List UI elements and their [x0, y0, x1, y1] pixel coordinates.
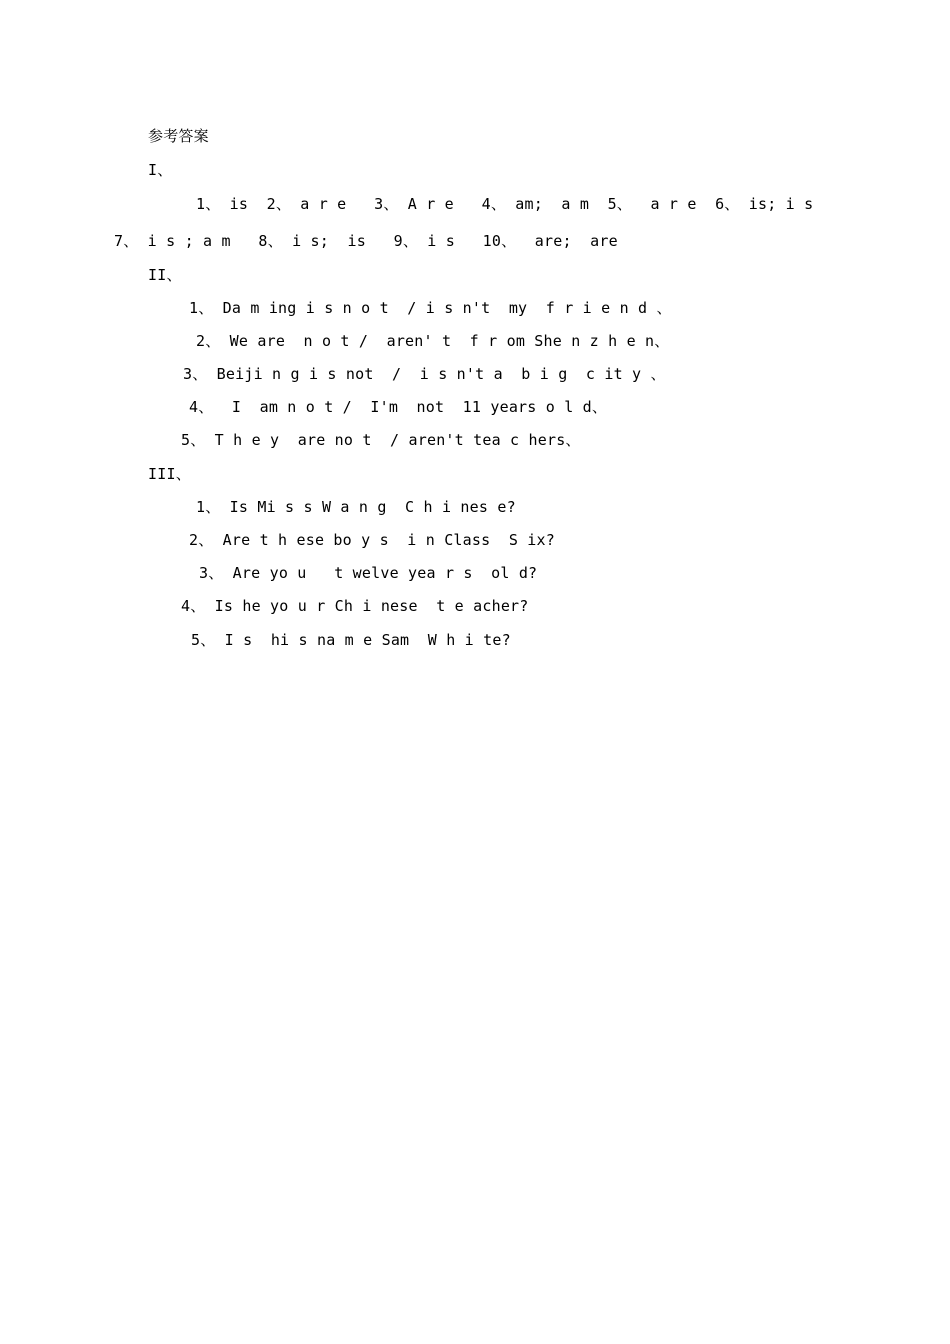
section-3-item: 1、 Is Mi s s W a n g C h i nes e? [196, 498, 516, 516]
section-3-item: 4、 Is he yo u r Ch i nese t e acher? [181, 597, 529, 615]
section-3-heading: III、 [148, 465, 191, 483]
section-3-item: 5、 I s hi s na m e Sam W h i te? [191, 631, 511, 649]
section-1-answers-line-2: 7、 i s ; a m 8、 i s; is 9、 i s 10、 are; are [114, 232, 618, 250]
section-2-item: 5、 T h e y are no t / aren't tea c hers、 [181, 431, 581, 449]
page-title: 参考答案 [148, 127, 209, 145]
section-1-heading: I、 [148, 161, 173, 179]
section-2-item: 4、 I am n o t / I'm not 11 years o l d、 [189, 398, 608, 416]
section-2-item: 2、 We are n o t / aren' t f r om She n z h e n、 [196, 332, 670, 350]
section-3-item: 2、 Are t h ese bo y s i n Class S ix? [189, 531, 555, 549]
section-1-answers-line-1: 1、 is 2、 a r e 3、 A r e 4、 am; a m 5、 a r e 6、 is; i s [196, 195, 814, 213]
section-2-item: 3、 Beiji n g i s not / i s n't a b i g c it y 、 [183, 365, 666, 383]
section-2-item: 1、 Da m ing i s n o t / i s n't my f r i e n d 、 [189, 299, 672, 317]
section-2-heading: II、 [148, 266, 182, 284]
section-3-item: 3、 Are yo u t welve yea r s ol d? [199, 564, 538, 582]
